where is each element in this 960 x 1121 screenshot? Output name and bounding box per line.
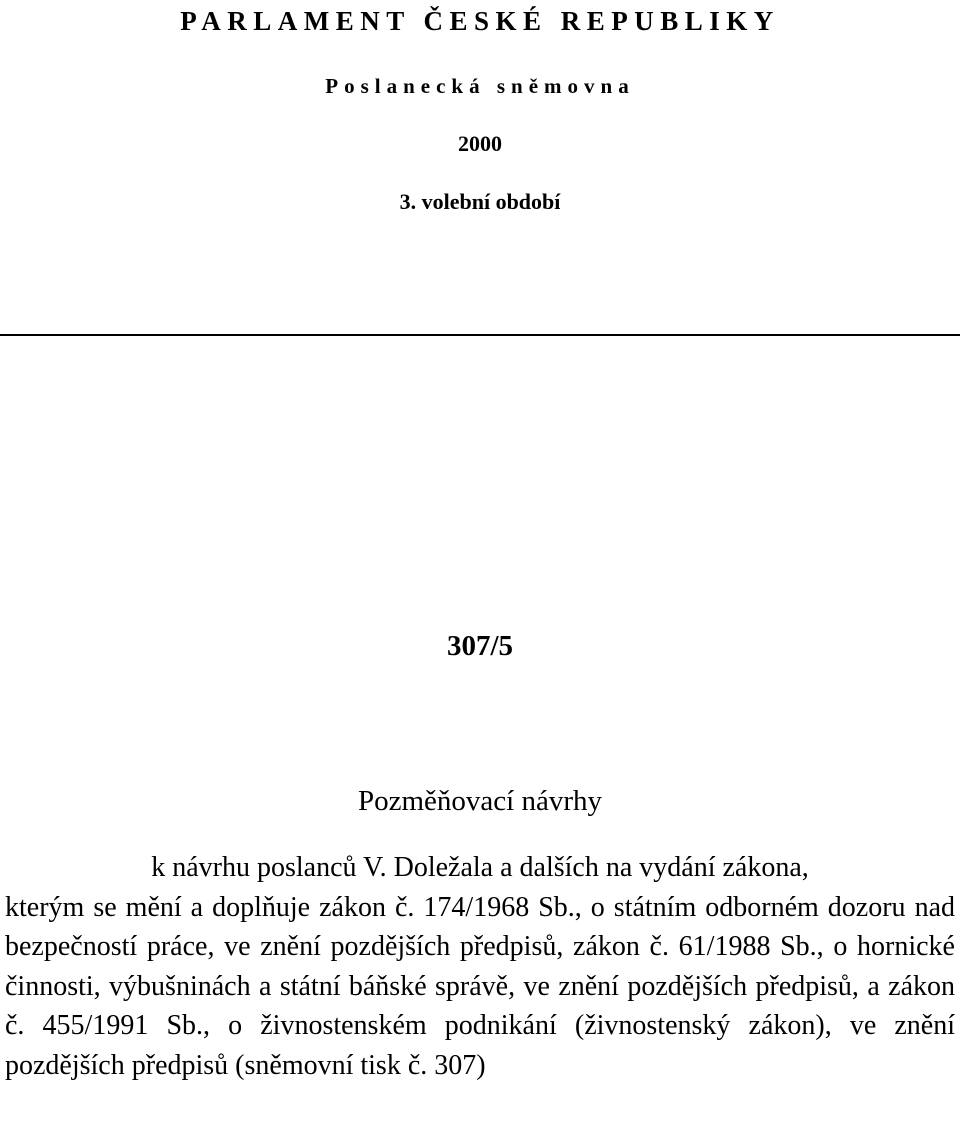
chamber-heading: Poslanecká sněmovna	[325, 74, 635, 98]
description-line-1: k návrhu poslanců V. Doležala a dalších na vydání zákona,	[151, 852, 809, 883]
term-label: 3. volební období	[399, 189, 561, 214]
print-number: 307/5	[446, 630, 514, 662]
horizontal-divider	[0, 334, 960, 336]
document-description	[5, 848, 955, 1085]
description-body: kterým se mění a doplňuje zákon č. 174/1968 Sb., o státním odborném dozoru nad bezpečností práce, ve znění pozdějších předpisů, zákon č. 61/1988 Sb., o hornické činnosti, výbušninách a státní báňské správě, ve znění pozdějších předpisů, a zákon č. 455/1991 Sb., o živnostenském podnikání (živnostenský zákon), ve znění pozdějších předpisů (sněmovní tisk č. 307)	[5, 891, 955, 1081]
year-label: 2000	[458, 131, 502, 156]
parliament-heading: PARLAMENT ČESKÉ REPUBLIKY	[180, 6, 780, 36]
document-title: Pozměňovací návrhy	[357, 785, 602, 817]
